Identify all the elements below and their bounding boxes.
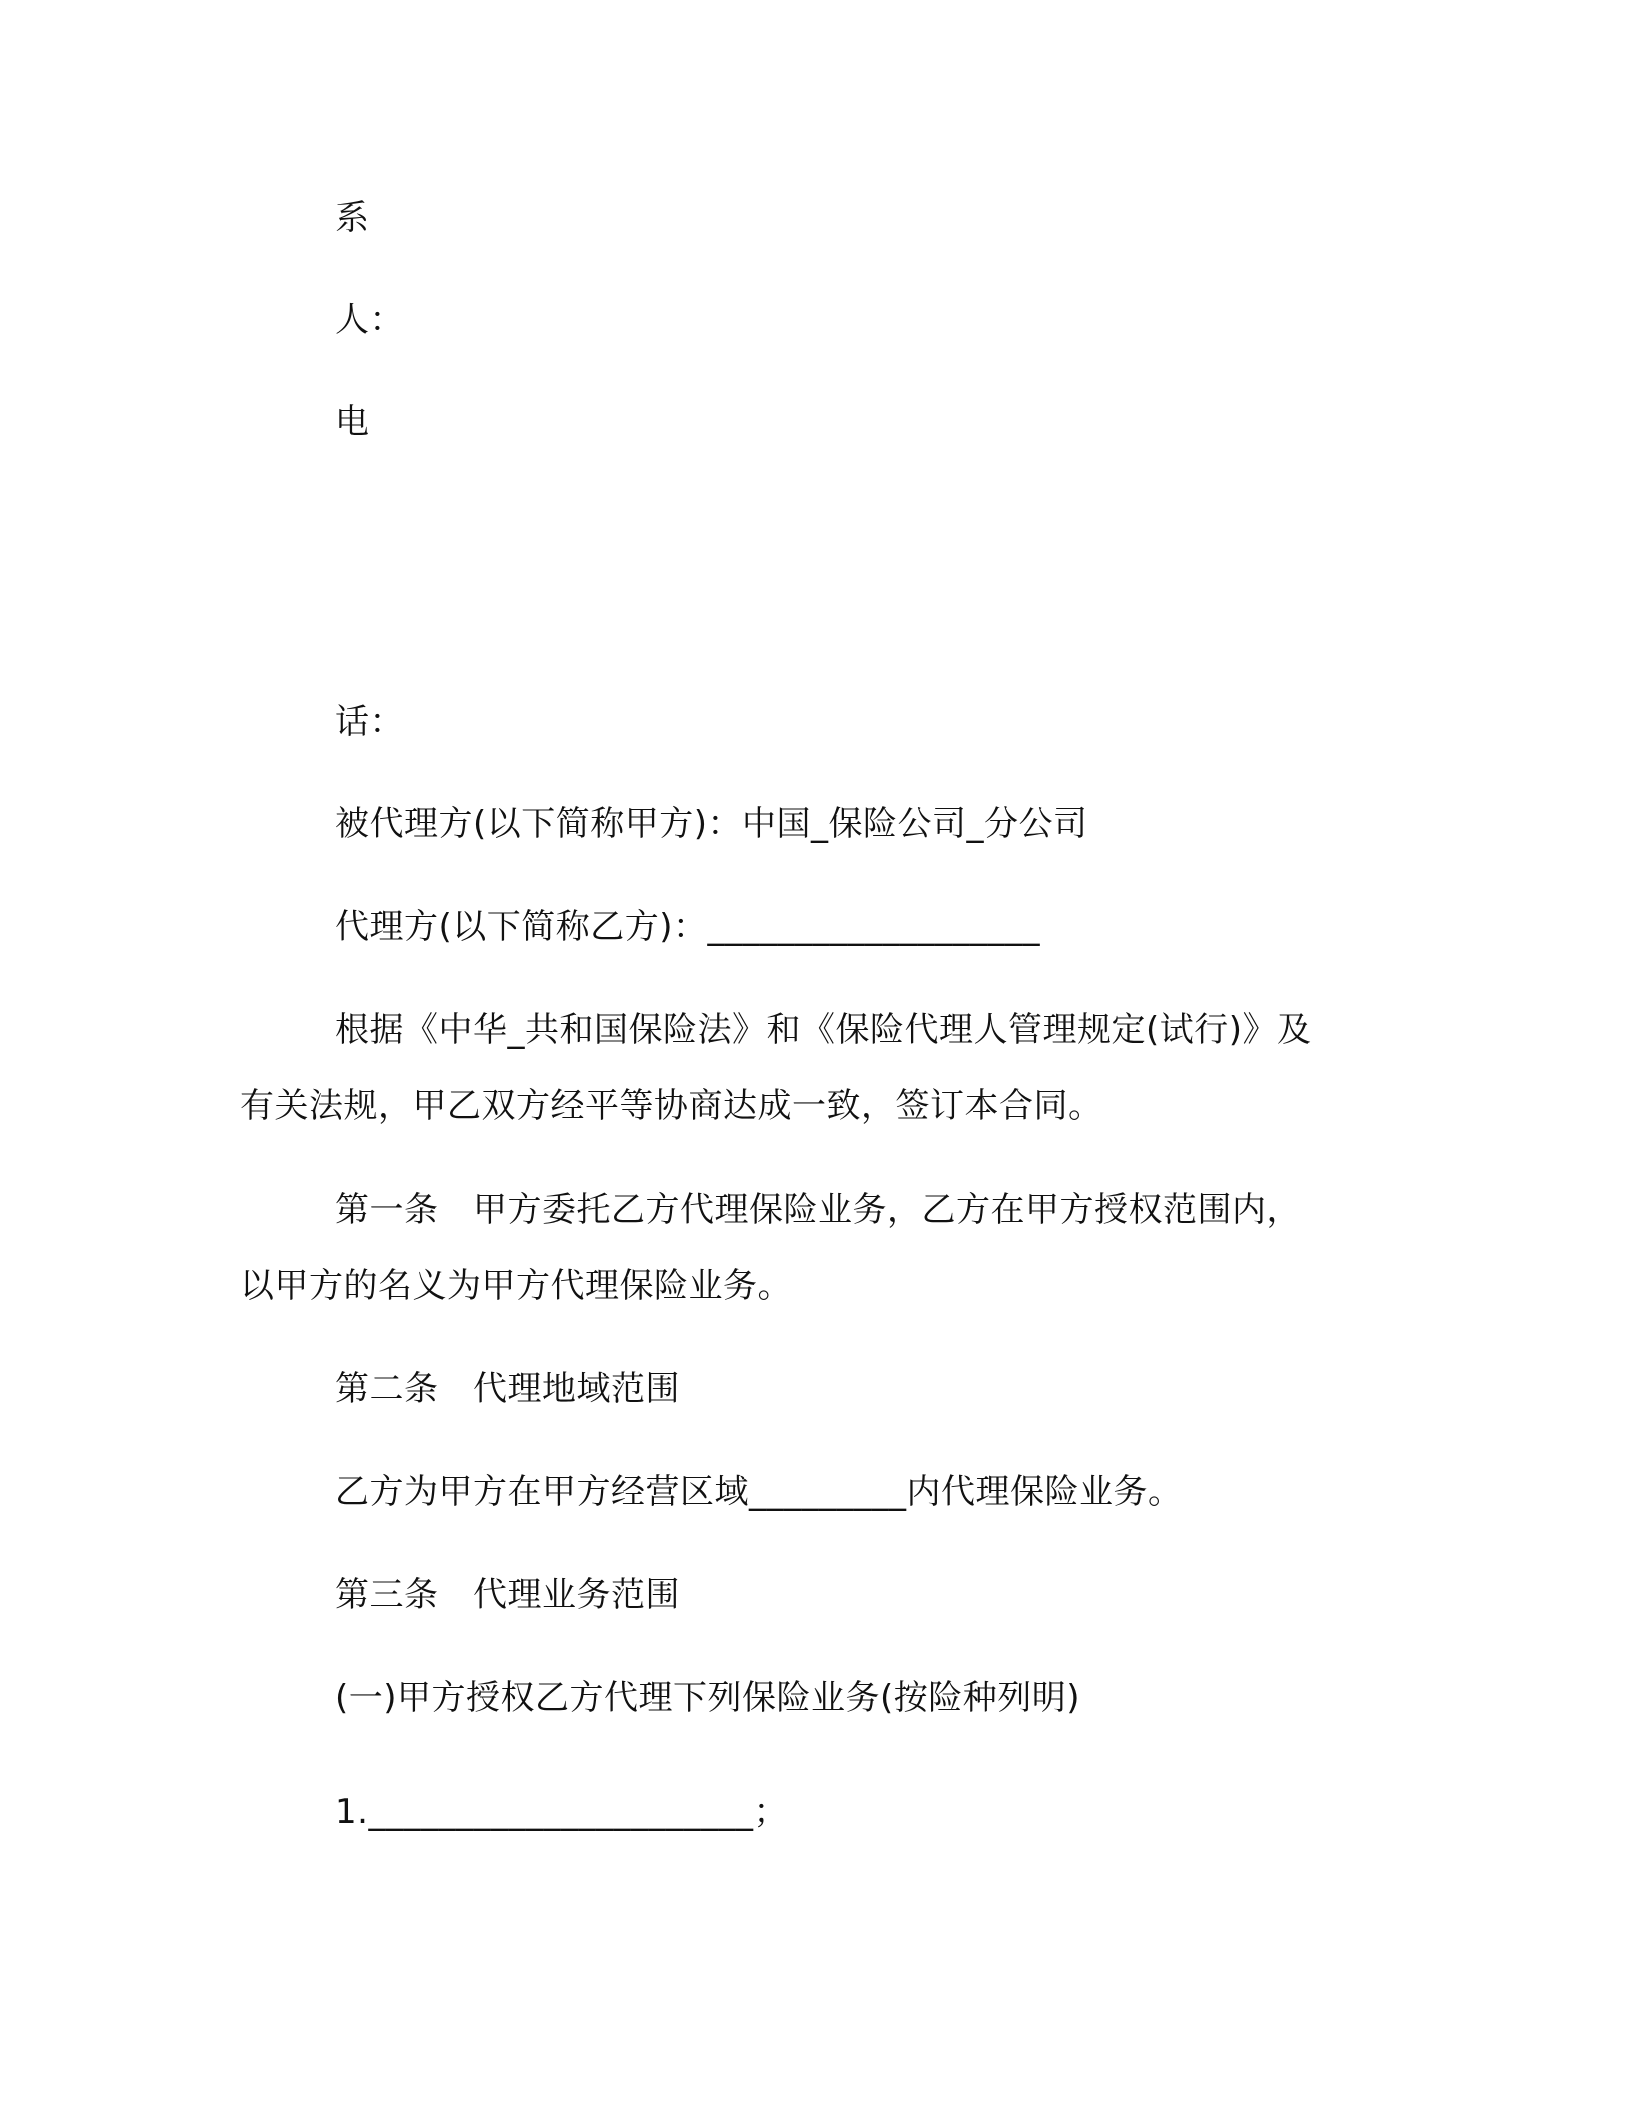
party-a-line: 被代理方(以下简称甲方)：中国_保险公司_分公司 (335, 804, 1088, 844)
contact-label-fragment: 系 (335, 198, 370, 238)
article-1-line: 以甲方的名义为甲方代理保险业务。 (240, 1266, 792, 1306)
phone-label-fragment: 电 (335, 402, 370, 442)
article-3-title: 第三条 代理业务范围 (335, 1575, 680, 1615)
article-2-title: 第二条 代理地域范围 (335, 1369, 680, 1409)
article-3-item: (一)甲方授权乙方代理下列保险业务(按险种列明) (335, 1678, 1081, 1718)
party-b-line: 代理方(以下简称乙方)：___________________ (335, 907, 1041, 947)
article-1-line: 第一条 甲方委托乙方代理保险业务，乙方在甲方授权范围内， (335, 1190, 1301, 1230)
contact-label-fragment: 人： (335, 300, 404, 340)
phone-label-fragment: 话： (335, 702, 404, 742)
preamble-line: 有关法规，甲乙双方经平等协商达成一致，签订本合同。 (240, 1086, 1103, 1126)
article-2-body: 乙方为甲方在甲方经营区域_________内代理保险业务。 (335, 1472, 1183, 1512)
preamble-line: 根据《中华_共和国保险法》和《保险代理人管理规定(试行)》及 (335, 1010, 1312, 1050)
article-3-subitem: 1.______________________； (335, 1792, 788, 1832)
